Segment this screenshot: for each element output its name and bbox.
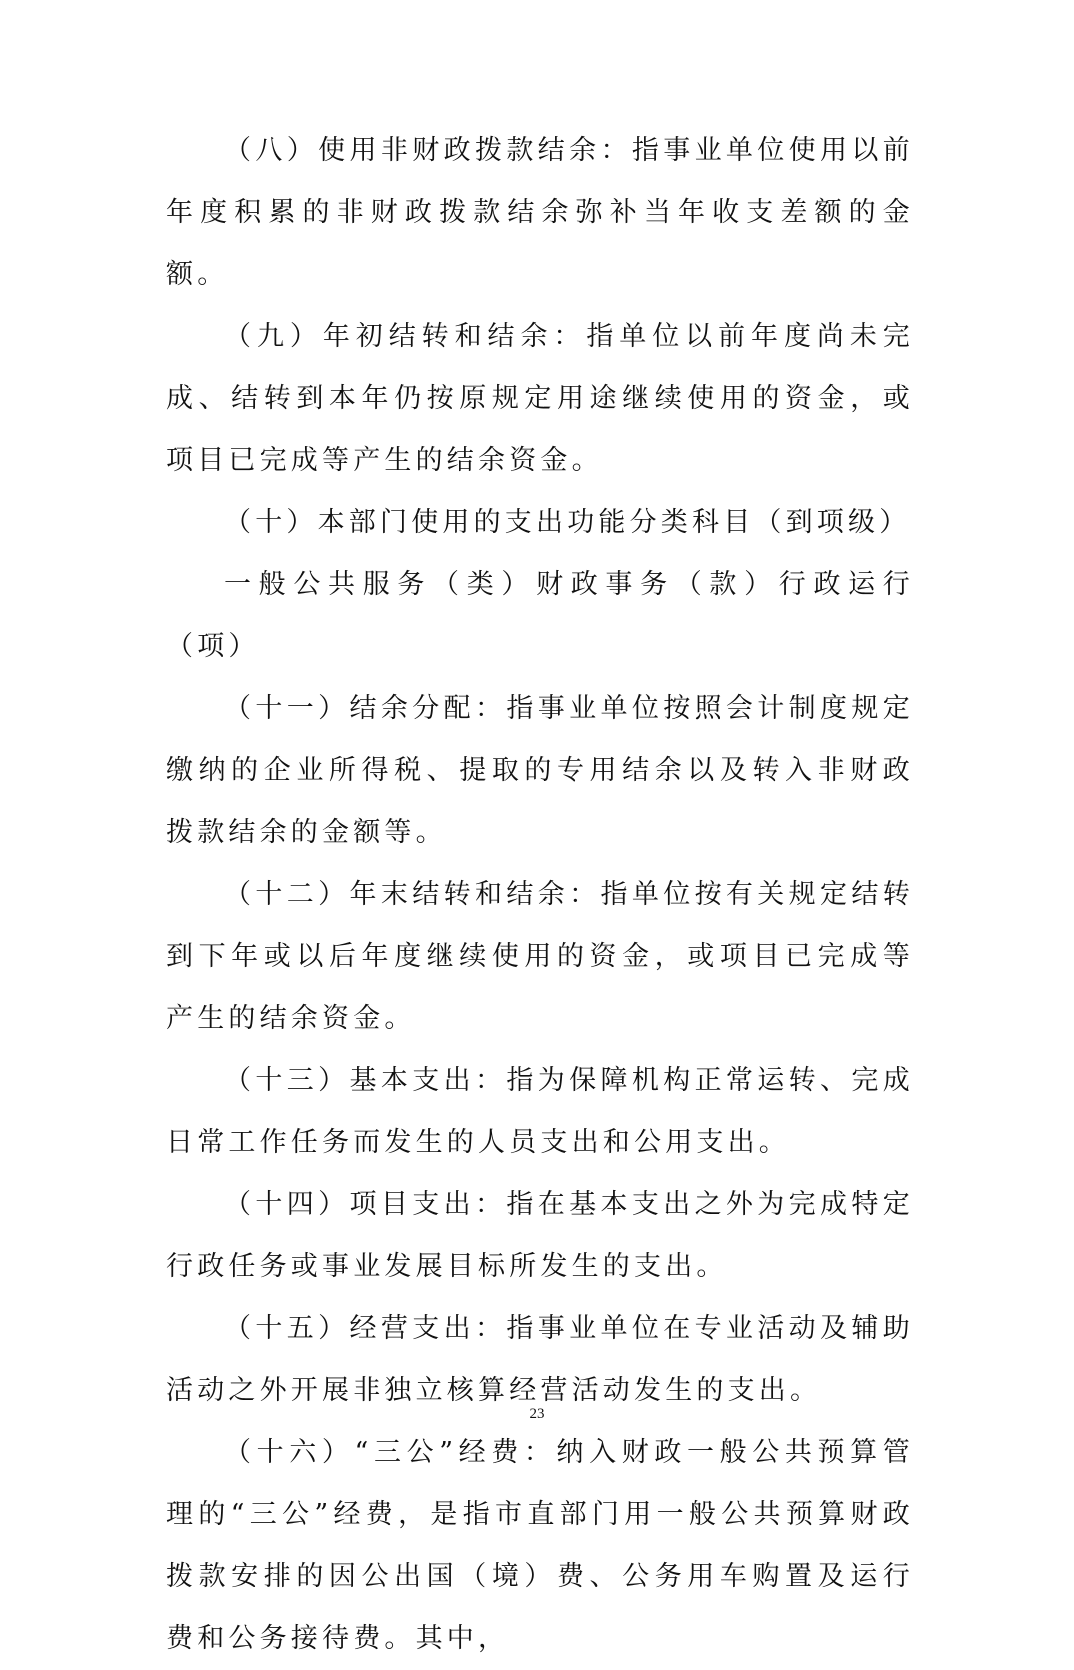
- paragraph-11: （十一）结余分配：指事业单位按照会计制度规定缴纳的企业所得税、提取的专用结余以及转入非财政拨款结余的金额等。: [166, 693, 914, 848]
- page-number: 23: [529, 1406, 545, 1422]
- paragraph-15: （十五）经营支出：指事业单位在专业活动及辅助活动之外开展非独立核算经营活动发生的支出。: [166, 1313, 914, 1406]
- paragraph-14: （十四）项目支出：指在基本支出之外为完成特定行政任务或事业发展目标所发生的支出。: [166, 1189, 914, 1282]
- paragraph-12: （十二）年末结转和结余：指单位按有关规定结转到下年或以后年度继续使用的资金，或项目已完成等产生的结余资金。: [166, 879, 914, 1034]
- document-body: [166, 120, 914, 1670]
- paragraph-10: （十）本部门使用的支出功能分类科目（到项级）: [224, 507, 911, 538]
- paragraph-8: （八）使用非财政拨款结余：指事业单位使用以前年度积累的非财政拨款结余弥补当年收支差额的金额。: [166, 135, 914, 290]
- paragraph-classification: 一般公共服务（类）财政事务（款）行政运行（项）: [166, 569, 914, 662]
- paragraph-16: （十六）“三公”经费：纳入财政一般公共预算管理的“三公”经费，是指市直部门用一般公共预算财政拨款安排的因公出国（境）费、公务用车购置及运行费和公务接待费。其中，: [166, 1437, 914, 1654]
- paragraph-13: （十三）基本支出：指为保障机构正常运转、完成日常工作任务而发生的人员支出和公用支出。: [166, 1065, 914, 1158]
- paragraph-9: （九）年初结转和结余：指单位以前年度尚未完成、结转到本年仍按原规定用途继续使用的资金，或项目已完成等产生的结余资金。: [166, 321, 914, 476]
